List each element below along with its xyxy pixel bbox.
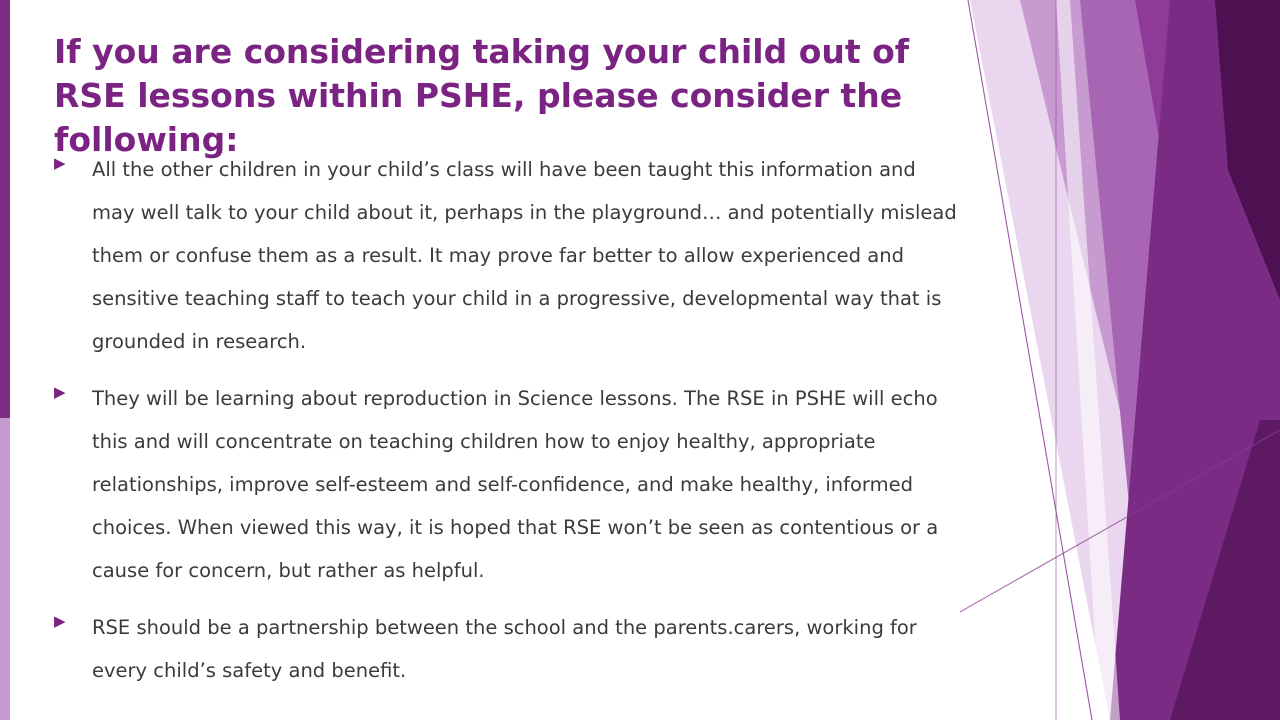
bullet-list: [54, 148, 964, 706]
triangle-bullet-icon: ▶: [54, 154, 66, 172]
list-item-text: All the other children in your child’s class will have been taught this information and may well talk to your child about it, perhaps in the playground… and potentially mislead them or confuse them as a result. It may prove far better to allow experienced and sensitive teaching staff to teach your child in a progressive, developmental way that is grounded in research.: [92, 158, 957, 353]
list-item: [54, 148, 964, 363]
page-title: If you are considering taking your child out of RSE lessons within PSHE, please consider the following:: [54, 32, 910, 159]
list-item: [54, 377, 964, 592]
list-item-text: They will be learning about reproduction in Science lessons. The RSE in PSHE will echo this and will concentrate on teaching children how to enjoy healthy, appropriate relationships, improve self-esteem and self-confidence, and make healthy, informed choices. When viewed this way, it is hoped that RSE won’t be seen as contentious or a cause for concern, but rather as helpful.: [92, 387, 939, 582]
triangle-bullet-icon: ▶: [54, 612, 66, 630]
decorative-ribbon-graphic: [960, 0, 1280, 720]
list-item: [54, 606, 964, 692]
list-item-text: RSE should be a partnership between the school and the parents.carers, working for every child’s safety and benefit.: [92, 616, 917, 682]
triangle-bullet-icon: ▶: [54, 383, 66, 401]
